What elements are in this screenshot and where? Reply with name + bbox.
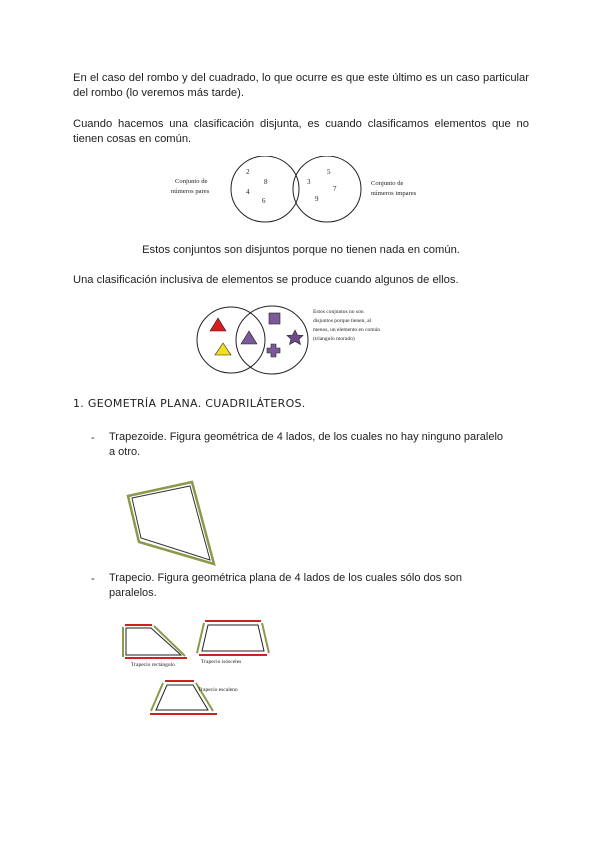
inclusive-caption-line: Estos conjuntos no son — [313, 309, 364, 315]
paragraph-text: En el caso del rombo y del cuadrado, lo que ocurre es que este último es un caso particular del rombo (lo veremos más tarde). — [73, 72, 529, 99]
odd-set-label-1: Conjunto de — [371, 180, 404, 187]
bullet-trapezoide — [109, 430, 539, 460]
bullet-dash: - — [91, 573, 95, 585]
even-set-circle — [231, 156, 299, 222]
bullet-trapecio — [109, 571, 539, 601]
section-heading: 1. GEOMETRÍA PLANA. CUADRILÁTEROS. — [73, 397, 306, 410]
odd-number: 3 — [307, 178, 311, 186]
odd-set-circle — [293, 156, 361, 222]
trapecio-isosceles-label: Trapecio isósceles — [201, 659, 242, 665]
inclusive-caption-line: disjuntos porque tienen, al — [313, 318, 372, 324]
paragraph-text: Cuando hacemos una clasificación disjunta, es cuando clasificamos elementos que no tienen cosas en común. — [73, 118, 529, 145]
bullet-text-line: a otro. — [109, 446, 141, 458]
trapezoide-outline-green — [128, 482, 214, 564]
bullet-dash: - — [91, 432, 95, 444]
odd-number: 9 — [315, 195, 319, 203]
trapecios-figure — [115, 615, 285, 720]
inclusive-caption-line: (triangulo morado) — [313, 336, 355, 342]
paragraph-disjunta — [73, 117, 529, 147]
bullet-text-line: paralelos. — [109, 587, 157, 599]
trapecio-rectangulo — [123, 625, 187, 668]
paragraph-text: Estos conjuntos son disjuntos porque no tienen nada en común. — [142, 244, 460, 256]
odd-set-label-2: números impares — [371, 190, 417, 197]
disjoint-sets-figure — [165, 156, 435, 226]
purple-triangle-icon — [241, 331, 257, 344]
trapecio-isosceles — [197, 621, 269, 665]
paragraph-disjuntos — [73, 243, 529, 258]
paragraph-rombo — [73, 71, 529, 101]
trapezoide-figure — [122, 480, 222, 570]
bullet-text-line: Trapezoide. Figura geométrica de 4 lados, de los cuales no hay ninguno paralelo — [109, 431, 504, 443]
trapezoide-outline — [132, 486, 210, 560]
trapecio-rectangulo-label: Trapecio rectángulo — [131, 662, 175, 668]
paragraph-text: Una clasificación inclusiva de elementos se produce cuando algunos de ellos. — [73, 274, 459, 286]
purple-star-icon — [287, 330, 303, 345]
bullet-text-line: Trapecio. Figura geométrica plana de 4 lados de los cuales sólo dos son — [109, 572, 463, 584]
paragraph-inclusiva — [73, 273, 529, 288]
odd-number: 5 — [327, 168, 331, 176]
purple-cross-icon — [267, 344, 280, 357]
purple-square-icon — [269, 313, 280, 324]
trapecio-escaleno — [150, 681, 238, 714]
even-set-label-2: números pares — [171, 188, 210, 195]
odd-number: 7 — [333, 185, 337, 193]
even-number: 4 — [246, 188, 250, 196]
inclusive-caption-line: menos, un elemento en común — [313, 327, 381, 333]
even-set-label-1: Conjunto de — [175, 178, 208, 185]
yellow-triangle-icon — [215, 343, 231, 355]
even-number: 2 — [246, 168, 250, 176]
trapecio-escaleno-label: Trapecio escaleno — [198, 687, 238, 693]
red-triangle-icon — [210, 318, 226, 331]
even-number: 6 — [262, 197, 266, 205]
even-number: 8 — [264, 178, 268, 186]
inclusive-sets-figure — [192, 298, 422, 378]
